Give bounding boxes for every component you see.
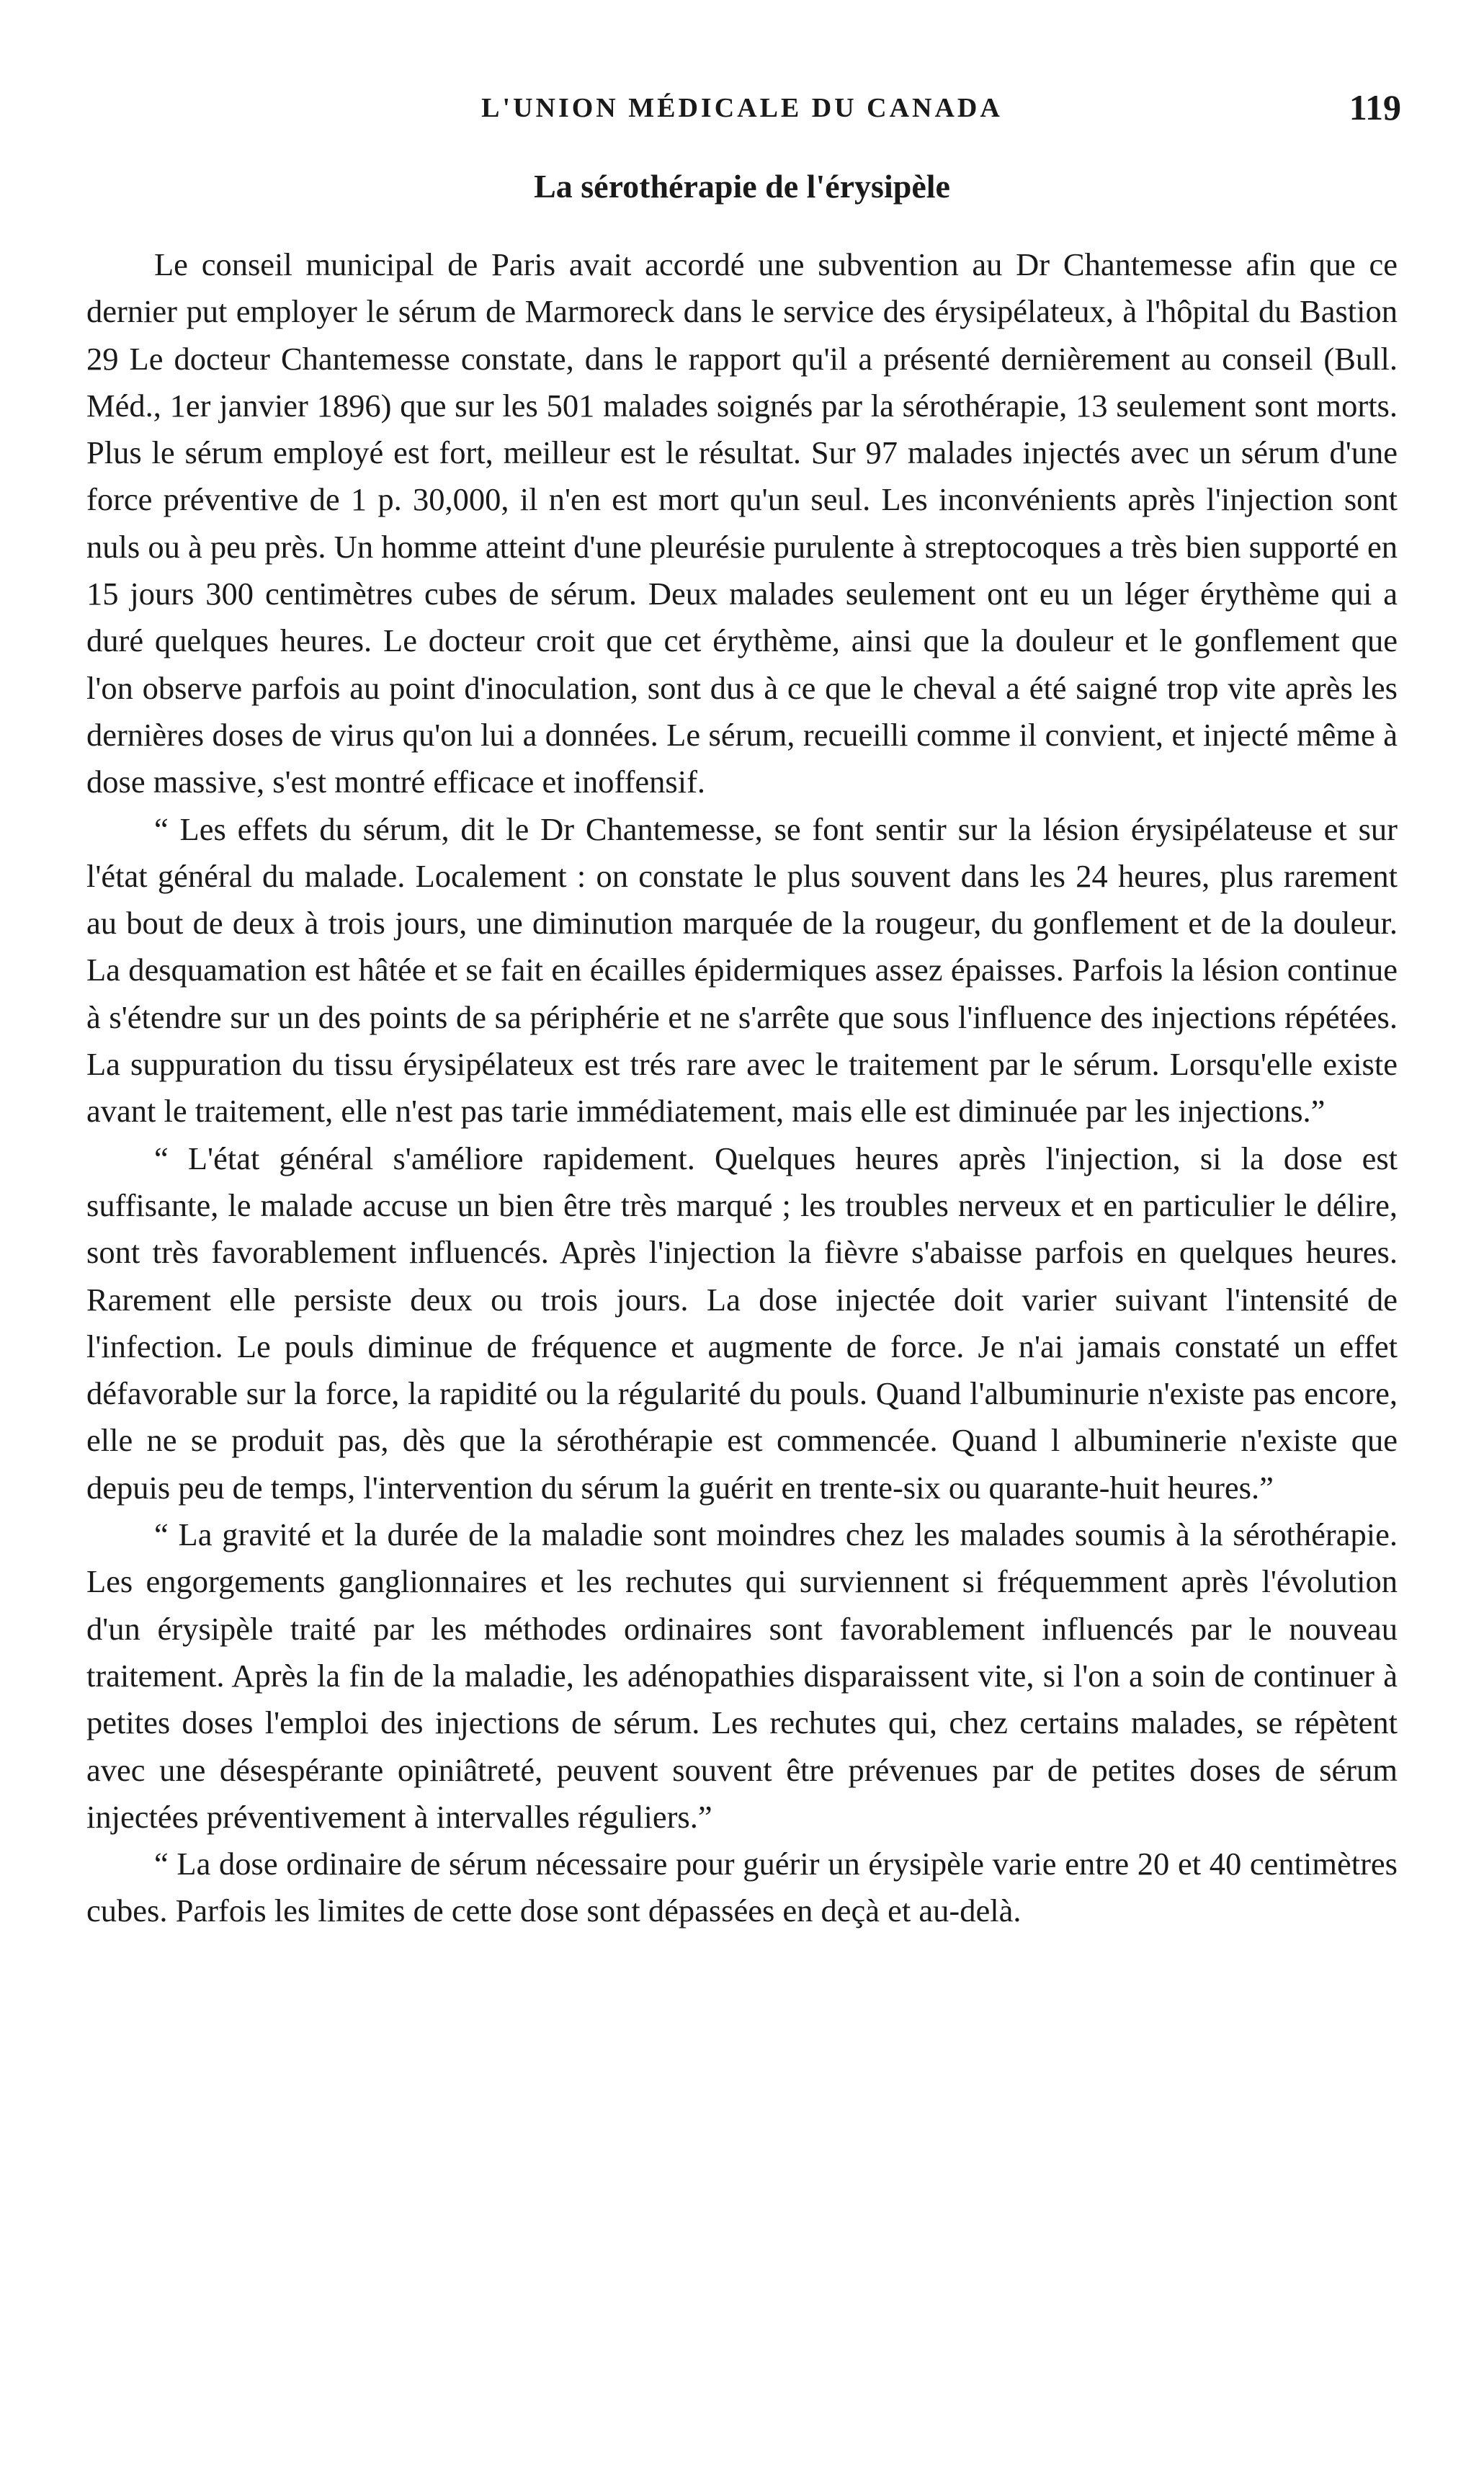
page-number: 119 — [1349, 87, 1401, 128]
running-header — [0, 86, 1484, 144]
journal-name: L'UNION MÉDICALE DU CANADA — [481, 93, 1003, 123]
paragraph-5: “ La dose ordinaire de sérum nécessaire pour guérir un érysipèle varie entre 20 et 40 centimètres cubes. Parfois les limites de cette dose sont dépassées en deçà et au-delà. — [86, 1846, 1398, 1929]
paragraph-1: Le conseil municipal de Paris avait accordé une subvention au Dr Chantemesse afin que ce dernier put employer le sérum de Marmoreck dans le service des érysipélateux, à l'hôpital du Bastion 29 Le docteur Chantemesse constate, dans le rapport qu'il a présenté dernièrement au conseil (Bull. Méd., 1er janvier 1896) que sur les 501 malades soignés par la sérothérapie, 13 seulement sont morts. Plus le sérum employé est fort, meilleur est le résultat. Sur 97 malades injectés avec un sérum d'une force préventive de 1 p. 30,000, il n'en est mort qu'un seul. Les inconvénients après l'injection sont nuls ou à peu près. Un homme atteint d'une pleurésie purulente à streptocoques a très bien supporté en 15 jours 300 centimètres cubes de sérum. Deux malades seulement ont eu un léger érythème qui a duré quelques heures. Le docteur croit que cet érythème, ainsi que la douleur et le gonflement que l'on observe parfois au point d'inoculation, sont dus à ce que le cheval a été saigné trop vite après les dernières doses de virus qu'on lui a données. Le sérum, recueilli comme il convient, et injecté même à dose massive, s'est montré efficace et inoffensif. — [86, 246, 1398, 800]
article-body — [86, 241, 1398, 1935]
article-title: La sérothérapie de l'érysipèle — [534, 168, 950, 205]
paragraph-3: “ L'état général s'améliore rapidement. Quelques heures après l'injection, si la dose est suffisante, le malade accuse un bien être très marqué ; les troubles nerveux et en particulier le délire, sont très favorablement influencés. Après l'injection la fièvre s'abaisse parfois en quelques heures. Rarement elle persiste deux ou trois jours. La dose injectée doit varier suivant l'intensité de l'infection. Le pouls diminue de fréquence et augmente de force. Je n'ai jamais constaté un effet défavorable sur la force, la rapidité ou la régularité du pouls. Quand l'albuminurie n'existe pas encore, elle ne se produit pas, dès que la sérothérapie est commencée. Quand l albuminerie n'existe que depuis peu de temps, l'intervention du sérum la guérit en trente-six ou quarante-huit heures.” — [86, 1140, 1398, 1506]
paragraph-2: “ Les effets du sérum, dit le Dr Chantemesse, se font sentir sur la lésion érysipélateuse et sur l'état général du malade. Localement : on constate le plus souvent dans les 24 heures, plus rarement au bout de deux à trois jours, une diminution marquée de la rougeur, du gonflement et de la douleur. La desquamation est hâtée et se fait en écailles épidermiques assez épaisses. Parfois la lésion continue à s'étendre sur un des points de sa périphérie et ne s'arrête que sous l'influence des injections répétées. La suppuration du tissu érysipélateux est trés rare avec le traitement par le sérum. Lorsqu'elle existe avant le traitement, elle n'est pas tarie immédiatement, mais elle est diminuée par les injections.” — [86, 810, 1398, 1130]
paragraph-4: “ La gravité et la durée de la maladie sont moindres chez les malades soumis à la sérothérapie. Les engorgements ganglionnaires et les rechutes qui surviennent si fréquemment après l'évolution d'un érysipèle traité par les méthodes ordinaires sont favorablement influencés par le nouveau traitement. Après la fin de la maladie, les adénopathies disparaissent vite, si l'on a soin de continuer à petites doses l'emploi des injections de sérum. Les rechutes qui, chez certains malades, se répètent avec une désespérante opiniâtreté, peuvent souvent être prévenues par de petites doses de sérum injectées préventivement à intervalles réguliers.” — [86, 1516, 1398, 1835]
